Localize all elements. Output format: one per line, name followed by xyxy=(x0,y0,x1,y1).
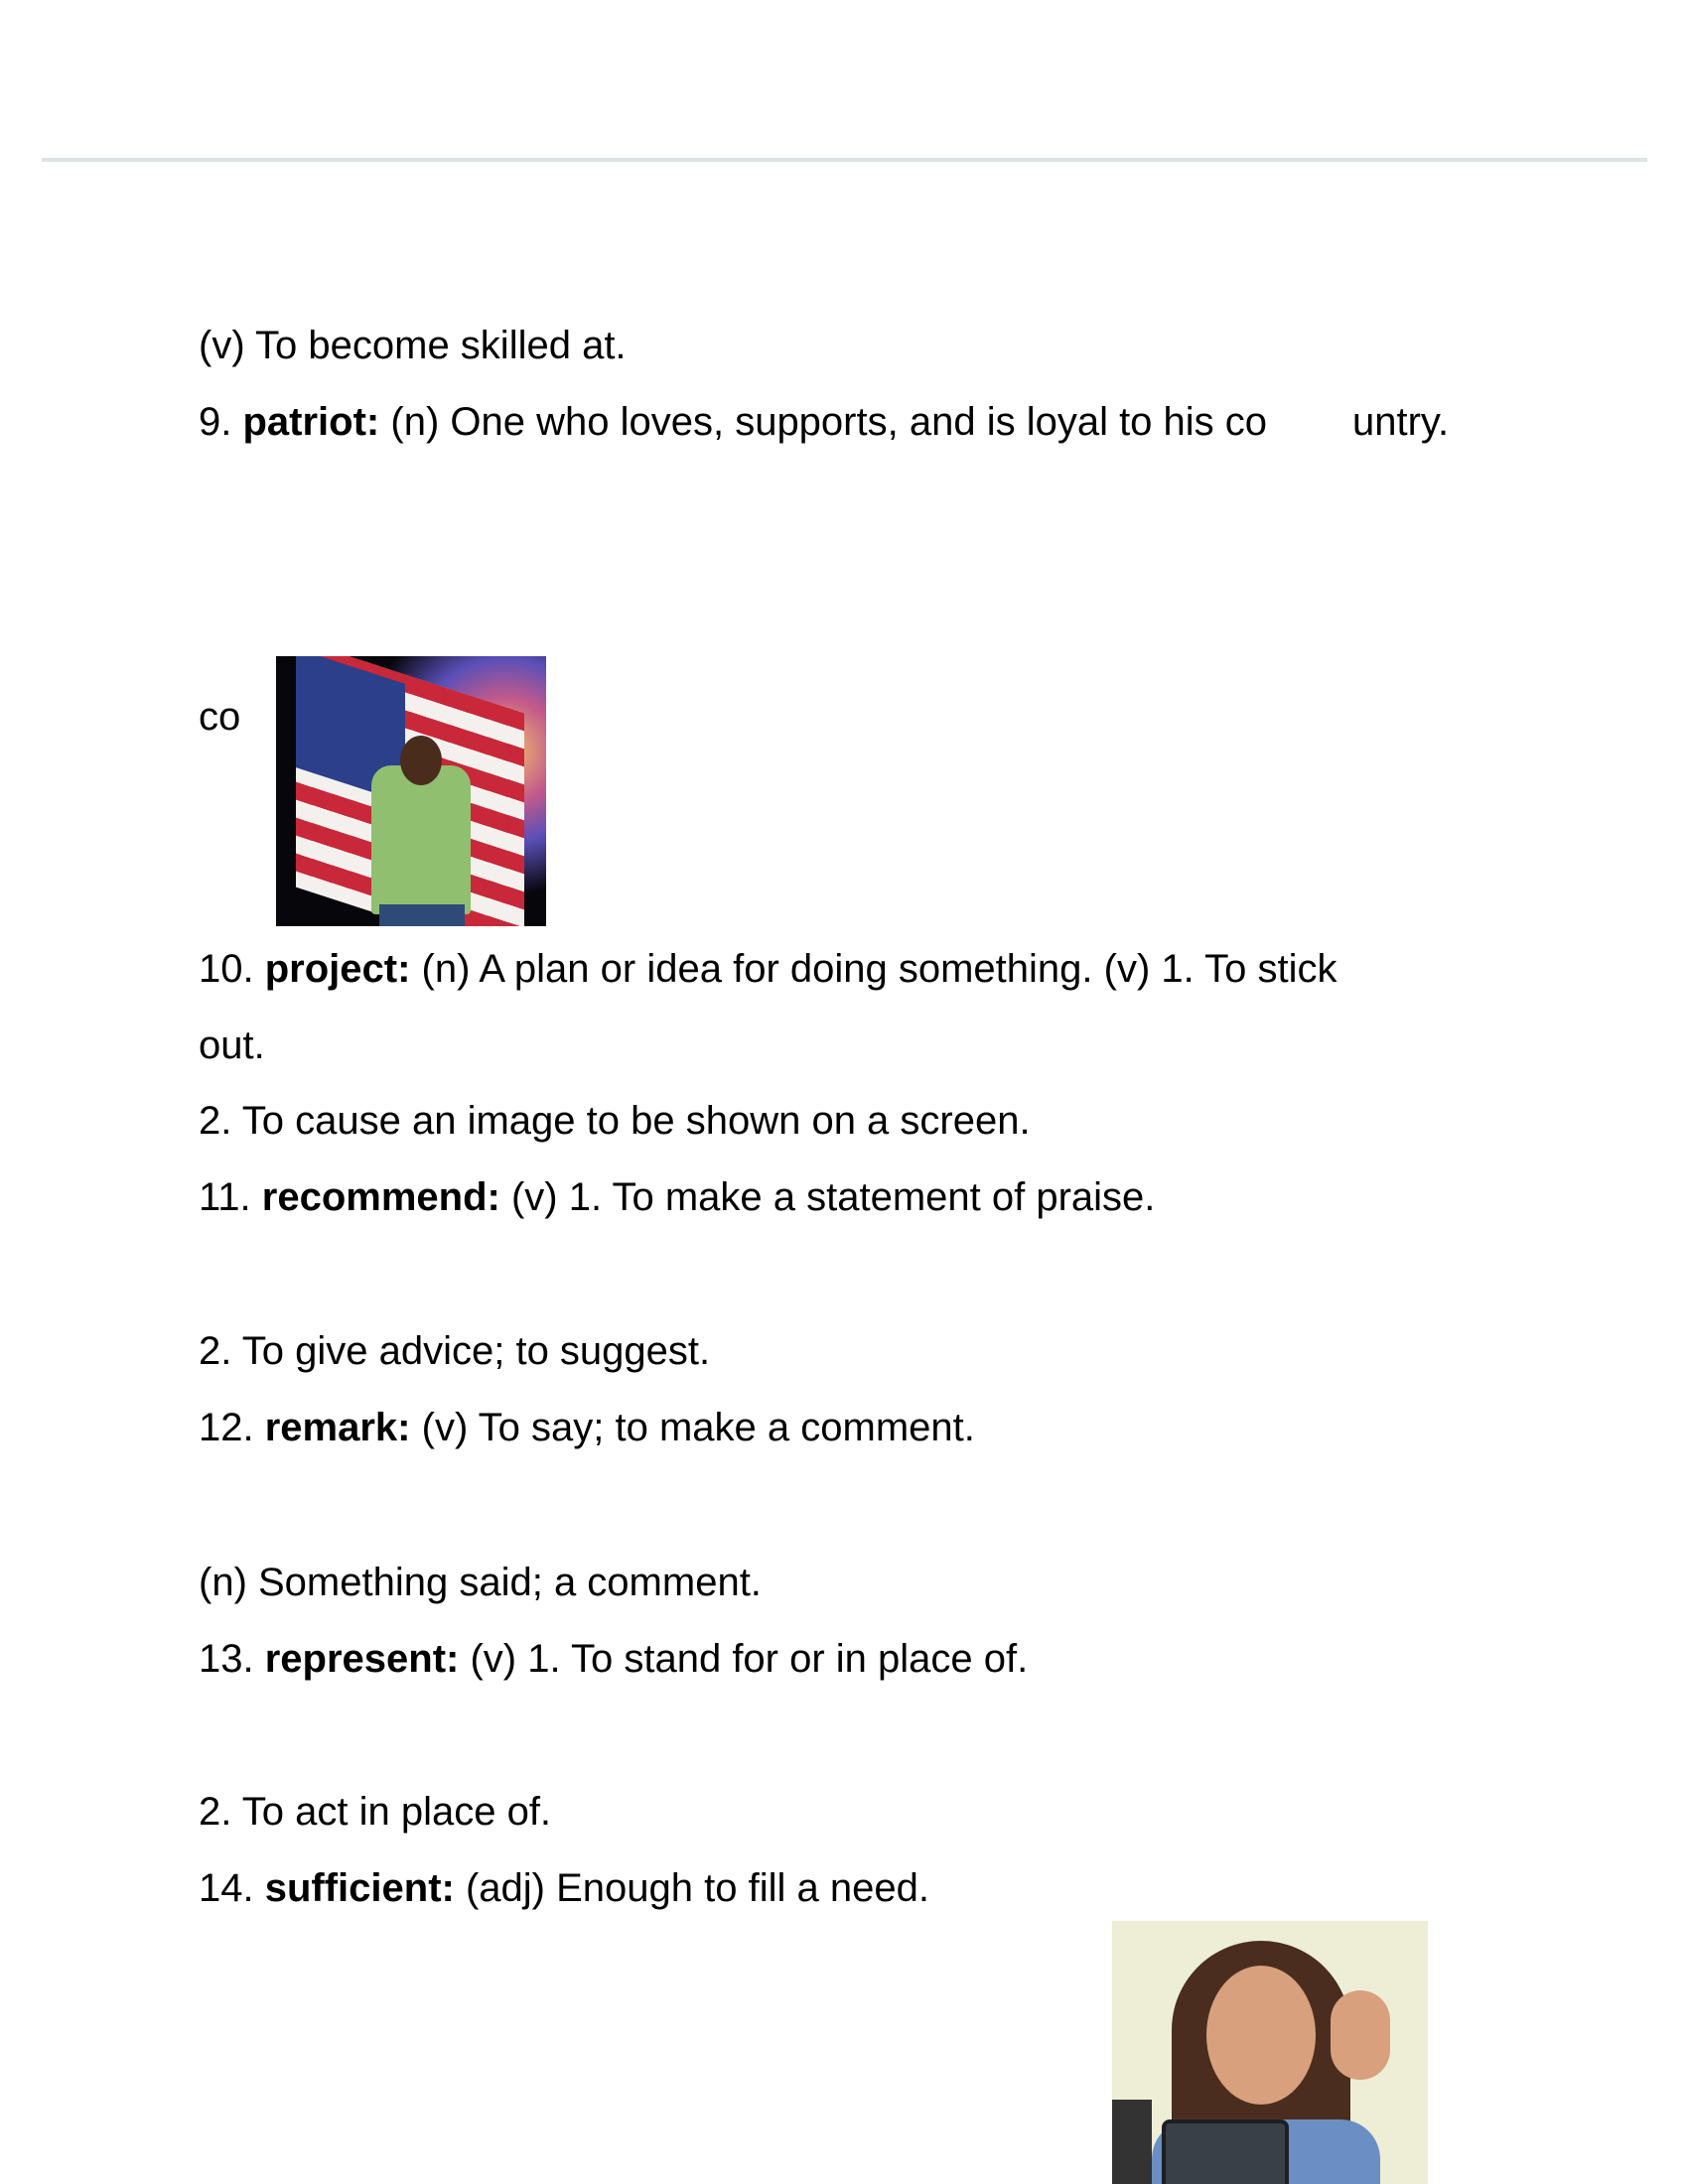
chair xyxy=(1112,2100,1152,2184)
entry-number: 11. xyxy=(199,1175,251,1219)
definition-line: (v) To become skilled at. xyxy=(199,324,627,367)
entry-term: project: xyxy=(264,947,411,991)
patriot-flag-photo xyxy=(276,656,546,926)
entry-remark xyxy=(199,1404,975,1451)
entry-number: 14. xyxy=(199,1866,254,1910)
entry-represent xyxy=(199,1635,1028,1683)
entry-term: recommend: xyxy=(261,1175,500,1219)
girl-tablet-photo xyxy=(1112,1921,1428,2184)
girl-hand xyxy=(1331,1990,1390,2080)
entry-definition: (v) 1. To stand for or in place of. xyxy=(470,1637,1029,1681)
entry-recommend xyxy=(199,1173,1155,1221)
entry-number: 10. xyxy=(199,947,254,991)
entry-definition: (adj) Enough to fill a need. xyxy=(465,1866,929,1910)
definition-line: out. xyxy=(199,1024,265,1067)
definition-line: 2. To give advice; to suggest. xyxy=(199,1329,711,1373)
entry-number: 12. xyxy=(199,1406,254,1449)
tablet xyxy=(1162,2119,1289,2184)
entry-term: remark: xyxy=(264,1406,411,1449)
entry-term: patriot: xyxy=(242,400,380,444)
entry-term: sufficient: xyxy=(264,1866,455,1910)
entry-definition: (n) A plan or idea for doing something. (v) 1. To stick xyxy=(421,947,1337,991)
entry-number: 13. xyxy=(199,1637,254,1681)
entry-definition: (n) One who loves, supports, and is loyal to his co xyxy=(390,400,1268,444)
entry-sufficient xyxy=(199,1864,929,1912)
boy-shirt xyxy=(371,765,471,914)
stray-text: co xyxy=(199,695,241,739)
entry-term: represent: xyxy=(264,1637,460,1681)
entry-project xyxy=(199,945,1337,993)
girl-face xyxy=(1206,1966,1316,2105)
entry-patriot xyxy=(199,398,1267,446)
entry-number: 9. xyxy=(199,400,232,444)
entry-definition: (v) To say; to make a comment. xyxy=(421,1406,975,1449)
overlapping-text: untry. xyxy=(1352,400,1450,444)
definition-line: (n) Something said; a comment. xyxy=(199,1561,762,1604)
definition-line: 2. To act in place of. xyxy=(199,1790,552,1834)
entry-definition: (v) 1. To make a statement of praise. xyxy=(510,1175,1156,1219)
boy-jeans xyxy=(379,904,465,926)
header-divider xyxy=(42,158,1647,162)
definition-line: 2. To cause an image to be shown on a screen. xyxy=(199,1099,1031,1143)
boy-head xyxy=(400,736,442,785)
